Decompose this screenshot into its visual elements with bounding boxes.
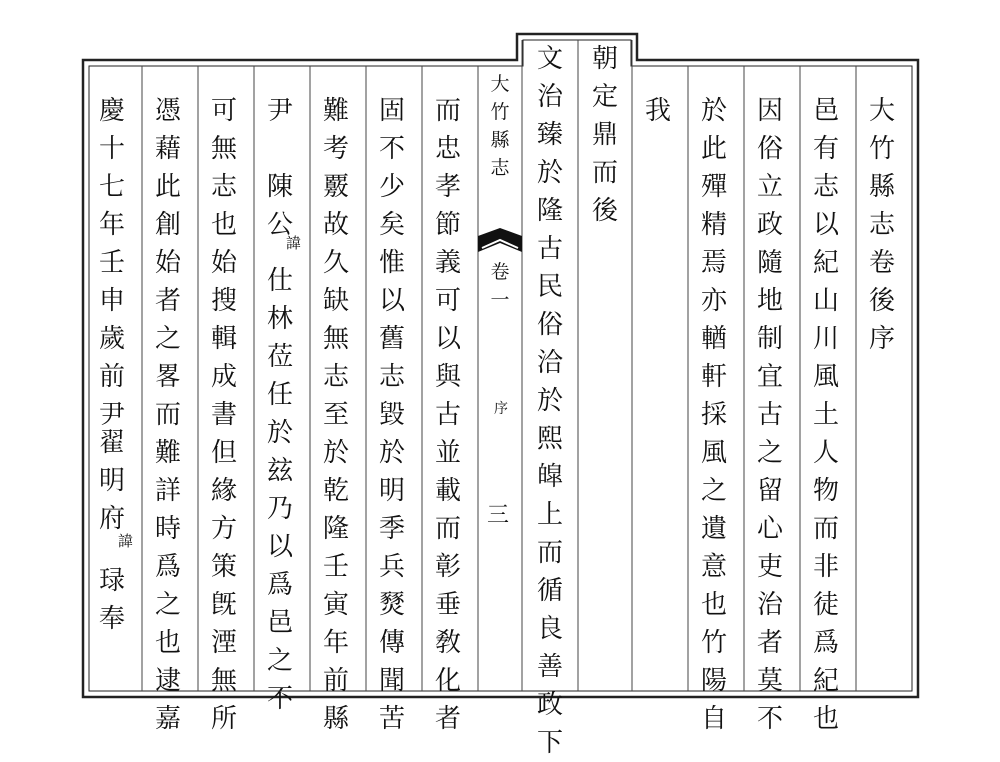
char: 無 [210, 666, 237, 696]
char: 時 [154, 514, 181, 544]
char: 立 [756, 172, 783, 202]
char: 良 [536, 614, 563, 644]
char: 熙 [536, 424, 563, 454]
char: 紀 [812, 248, 839, 278]
char: 以 [266, 532, 293, 562]
char: 軒 [700, 362, 727, 392]
char: 而 [434, 96, 461, 126]
char: 邑 [812, 96, 839, 126]
char: 文 [536, 44, 563, 74]
char: 縣 [322, 704, 349, 734]
char: 忠 [434, 134, 461, 164]
char: 玆 [266, 456, 293, 486]
char: 臻 [536, 120, 563, 150]
char: 畧 [154, 362, 181, 392]
char: 毀 [378, 400, 405, 430]
column-4 [694, 92, 734, 738]
char: 不 [266, 684, 293, 714]
char: 方 [210, 514, 237, 544]
char: 琭 [98, 566, 125, 596]
char: 爲 [812, 628, 839, 658]
char: 民 [536, 272, 563, 302]
char: 兵 [378, 552, 405, 582]
char: 傳 [378, 628, 405, 658]
char: 年 [322, 628, 349, 658]
char: 宜 [756, 362, 783, 392]
column-12a [260, 92, 300, 130]
char: 於 [536, 158, 563, 188]
char: 明 [98, 466, 125, 496]
char: 大 [868, 96, 895, 126]
char: 風 [700, 438, 727, 468]
char: 自 [700, 704, 727, 734]
fish-tail-mark [478, 228, 522, 252]
char: 循 [536, 576, 563, 606]
char: 遺 [700, 514, 727, 544]
char: 一 [490, 289, 510, 311]
column-11 [316, 92, 356, 738]
char: 故 [322, 210, 349, 240]
char: 隆 [322, 514, 349, 544]
char: 始 [154, 248, 181, 278]
char: 逮 [154, 666, 181, 696]
char: 陽 [700, 666, 727, 696]
char: 至 [322, 400, 349, 430]
char: 而 [536, 538, 563, 568]
char: 藉 [154, 134, 181, 164]
char: 但 [210, 438, 237, 468]
char: 於 [536, 386, 563, 416]
char: 縣 [868, 172, 895, 202]
char: 歲 [98, 324, 125, 354]
char: 林 [266, 304, 293, 334]
char: 邑 [266, 608, 293, 638]
char: 寅 [322, 590, 349, 620]
char: 志 [322, 362, 349, 392]
column-2 [806, 92, 846, 738]
char: 任 [266, 380, 293, 410]
char: 以 [812, 210, 839, 240]
char: 而 [154, 400, 181, 430]
char: 精 [700, 210, 727, 240]
char: 也 [700, 590, 727, 620]
char: 慶 [98, 96, 125, 126]
char: 而 [591, 158, 618, 188]
char: 可 [434, 286, 461, 316]
char: 定 [591, 82, 618, 112]
char: 而 [812, 514, 839, 544]
char: 者 [434, 704, 461, 734]
char: 聞 [378, 666, 405, 696]
char: 難 [154, 438, 181, 468]
char: 公 [266, 210, 293, 240]
char: 善 [536, 652, 563, 682]
char: 舊 [378, 324, 405, 354]
note-hui-1: 諱 [286, 234, 302, 252]
char: 輶 [700, 324, 727, 354]
char: 我 [644, 96, 671, 126]
char: 始 [210, 248, 237, 278]
char: 也 [210, 210, 237, 240]
char: 少 [378, 172, 405, 202]
section-label: 序 [494, 401, 508, 417]
char: 之 [154, 590, 181, 620]
char: 川 [812, 324, 839, 354]
char: 土 [812, 400, 839, 430]
char: 以 [378, 286, 405, 316]
char: 於 [378, 438, 405, 468]
char: 意 [700, 552, 727, 582]
char: 人 [812, 438, 839, 468]
char: 竹 [700, 628, 727, 658]
char: 俗 [536, 310, 563, 340]
char: 物 [812, 476, 839, 506]
char: 所 [210, 704, 237, 734]
char: 志 [490, 157, 510, 179]
char: 缺 [322, 286, 349, 316]
column-12c [260, 262, 300, 718]
char: 書 [210, 400, 237, 430]
column-13 [204, 92, 244, 738]
column-9 [428, 92, 468, 738]
char: 於 [266, 418, 293, 448]
char: 無 [322, 324, 349, 354]
char: 吏 [756, 552, 783, 582]
char: 莫 [756, 666, 783, 696]
char: 此 [154, 172, 181, 202]
char: 前 [98, 362, 125, 392]
char: 不 [378, 134, 405, 164]
char: 載 [434, 476, 461, 506]
column-5 [638, 92, 678, 130]
char: 矣 [378, 210, 405, 240]
column-15a [92, 92, 132, 434]
char: 十 [98, 134, 125, 164]
char: 覈 [322, 172, 349, 202]
char: 殫 [700, 172, 727, 202]
char: 義 [434, 248, 461, 278]
char: 彰 [434, 552, 461, 582]
char: 化 [434, 666, 461, 696]
char: 心 [756, 514, 783, 544]
char: 隆 [536, 196, 563, 226]
char: 不 [756, 704, 783, 734]
char: 固 [378, 96, 405, 126]
char: 後 [591, 196, 618, 226]
char: 非 [812, 552, 839, 582]
char: 而 [434, 514, 461, 544]
char: 難 [322, 96, 349, 126]
char: 無 [210, 134, 237, 164]
char: 採 [700, 400, 727, 430]
char: 爲 [266, 570, 293, 600]
char: 旣 [210, 590, 237, 620]
char: 於 [700, 96, 727, 126]
char: 亦 [700, 286, 727, 316]
char: 翟 [98, 428, 125, 458]
char: 敎 [434, 628, 461, 658]
char: 嘉 [154, 704, 181, 734]
char: 也 [154, 628, 181, 658]
column-15c [92, 562, 132, 638]
char: 季 [378, 514, 405, 544]
char: 於 [322, 438, 349, 468]
column-3 [750, 92, 790, 738]
char: 古 [756, 400, 783, 430]
char: 惟 [378, 248, 405, 278]
char: 之 [154, 324, 181, 354]
char: 莅 [266, 342, 293, 372]
char: 可 [210, 96, 237, 126]
char: 竹 [490, 101, 510, 123]
char: 上 [536, 500, 563, 530]
char: 搜 [210, 286, 237, 316]
char: 輯 [210, 324, 237, 354]
char: 府 [98, 504, 125, 534]
char: 留 [756, 476, 783, 506]
char: 卷 [868, 248, 895, 278]
char: 政 [756, 210, 783, 240]
char: 節 [434, 210, 461, 240]
char: 詳 [154, 476, 181, 506]
char: 乾 [322, 476, 349, 506]
char: 申 [98, 286, 125, 316]
char: 以 [434, 324, 461, 354]
char: 序 [868, 324, 895, 354]
char: 燹 [378, 590, 405, 620]
book-title [480, 70, 520, 182]
char: 之 [700, 476, 727, 506]
char: 政 [536, 690, 563, 720]
char: 古 [536, 234, 563, 264]
char: 志 [378, 362, 405, 392]
char: 下 [536, 728, 563, 758]
char: 有 [812, 134, 839, 164]
char: 之 [756, 438, 783, 468]
char: 紀 [812, 666, 839, 696]
char: 竹 [868, 134, 895, 164]
char: 湮 [210, 628, 237, 658]
char: 鼎 [591, 120, 618, 150]
char: 俗 [756, 134, 783, 164]
char: 尹 [266, 96, 293, 126]
char: 皡 [536, 462, 563, 492]
char: 奉 [98, 604, 125, 634]
char: 陳 [266, 172, 293, 202]
column-1 [862, 92, 902, 358]
char: 隨 [756, 248, 783, 278]
char: 者 [756, 628, 783, 658]
char: 尹 [98, 400, 125, 430]
note-hui-2: 諱 [118, 532, 134, 550]
char: 策 [210, 552, 237, 582]
char: 志 [868, 210, 895, 240]
char: 後 [868, 286, 895, 316]
char: 志 [210, 172, 237, 202]
char: 久 [322, 248, 349, 278]
char: 制 [756, 324, 783, 354]
char: 年 [98, 210, 125, 240]
column-7 [530, 40, 570, 762]
char: 縣 [490, 129, 510, 151]
column-15b [92, 424, 132, 538]
char: 洽 [536, 348, 563, 378]
char: 與 [434, 362, 461, 392]
volume-label [480, 258, 520, 314]
char: 風 [812, 362, 839, 392]
char: 治 [756, 590, 783, 620]
char: 壬 [98, 248, 125, 278]
char: 志 [812, 172, 839, 202]
column-10 [372, 92, 412, 738]
char: 徒 [812, 590, 839, 620]
char: 成 [210, 362, 237, 392]
char: 焉 [700, 248, 727, 278]
char: 緣 [210, 476, 237, 506]
char: 大 [490, 73, 510, 95]
char: 孝 [434, 172, 461, 202]
char: 朝 [591, 44, 618, 74]
page-number: 三 [487, 503, 510, 528]
char: 因 [756, 96, 783, 126]
char: 明 [378, 476, 405, 506]
char: 古 [434, 400, 461, 430]
char: 並 [434, 438, 461, 468]
char: 考 [322, 134, 349, 164]
char: 創 [154, 210, 181, 240]
char: 之 [266, 646, 293, 676]
column-6 [585, 40, 625, 230]
char: 山 [812, 286, 839, 316]
char: 前 [322, 666, 349, 696]
char: 也 [812, 704, 839, 734]
char: 卷 [490, 261, 510, 283]
char: 垂 [434, 590, 461, 620]
char: 地 [756, 286, 783, 316]
char: 苦 [378, 704, 405, 734]
char: 此 [700, 134, 727, 164]
char: 壬 [322, 552, 349, 582]
char: 憑 [154, 96, 181, 126]
char: 七 [98, 172, 125, 202]
char: 爲 [154, 552, 181, 582]
char: 乃 [266, 494, 293, 524]
column-14 [148, 92, 188, 738]
char: 治 [536, 82, 563, 112]
char: 仕 [266, 266, 293, 296]
char: 者 [154, 286, 181, 316]
